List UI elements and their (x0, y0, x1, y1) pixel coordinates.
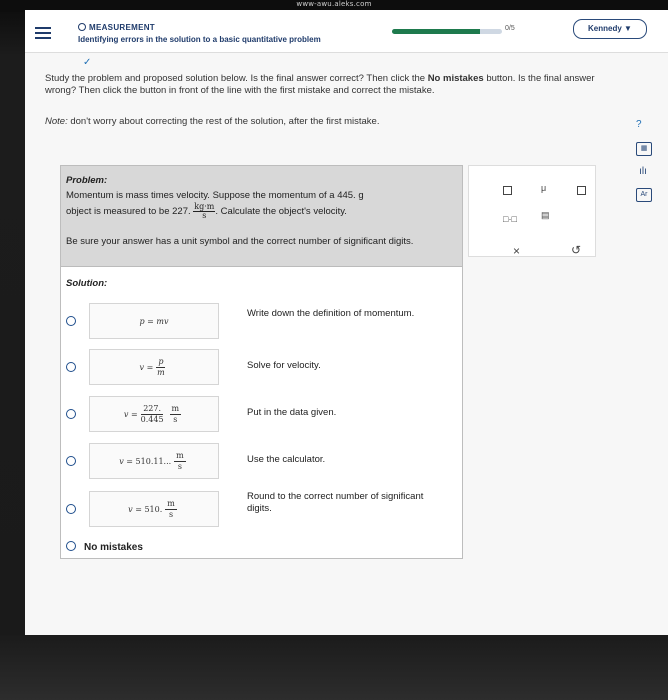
periodic-table-icon[interactable]: Ar (636, 188, 652, 202)
math-token: = (126, 456, 133, 466)
side-toolbar (636, 142, 660, 212)
math-token: = (146, 362, 154, 372)
step-4-explanation: Use the calculator. (247, 454, 326, 465)
math-token: = (147, 316, 154, 326)
math-token: m (167, 498, 175, 508)
solution-step-2 (61, 349, 462, 389)
step-5-math (89, 491, 219, 527)
math-token: = (135, 504, 142, 514)
problem-text-2: object is measured to be 227. (66, 206, 191, 218)
page-title: Identifying errors in the solution to a basic quantitative problem (78, 35, 321, 44)
problem-text (66, 188, 446, 220)
math-token: v (128, 504, 133, 514)
no-mistakes-label: No mistakes (84, 542, 143, 553)
math-token: v (139, 362, 145, 372)
step-5-explanation: Round to the correct number of significant digits. (247, 491, 424, 514)
unit-denominator: s (202, 211, 207, 220)
math-tools-palette (468, 165, 596, 257)
math-token: p (158, 356, 164, 366)
note (45, 116, 380, 127)
note-text: don't worry about correcting the rest of the solution, after the first mistake. (70, 116, 380, 127)
math-fraction (156, 357, 165, 378)
instructions-text-2: button. Is the final answer wrong? Then click the button in front of the line with the first mistake and correct the mistake. (45, 73, 595, 96)
math-token: v (119, 456, 124, 466)
url-label[interactable]: www-awu.aleks.com (296, 0, 372, 8)
multiply-dot-tool-icon[interactable]: □·□ (503, 214, 517, 224)
help-icon[interactable]: ? (636, 119, 642, 130)
step-3-explanation: Put in the data given. (247, 407, 337, 418)
math-token: p (139, 316, 145, 326)
step-2-explanation: Solve for velocity. (247, 360, 321, 371)
step-1-explanation: Write down the definition of momentum. (247, 308, 415, 319)
superscript-tool-icon[interactable] (503, 186, 512, 195)
math-token: 510.11... (135, 456, 172, 466)
calculator-icon[interactable]: ▦ (636, 142, 652, 156)
step-2-math (89, 349, 219, 385)
step-1-math (89, 303, 219, 339)
math-token: m (176, 450, 184, 460)
math-token: s (173, 414, 178, 424)
instructions (45, 73, 605, 97)
problem-text-4: Be sure your answer has a unit symbol and the correct number of significant digits. (66, 236, 414, 247)
math-token: s (169, 509, 174, 519)
problem-text-1: Momentum is mass times velocity. Suppose the momentum of a 445. g (66, 190, 364, 201)
no-mistakes-radio[interactable] (66, 541, 76, 551)
unit-fraction (193, 203, 215, 220)
problem-panel (60, 165, 463, 559)
solution-label: Solution: (66, 278, 108, 289)
problem-box (61, 166, 462, 267)
collapse-chevron-icon[interactable]: ✓ (83, 57, 92, 68)
clear-tool-icon[interactable]: × (513, 244, 521, 258)
step-2-radio[interactable] (66, 362, 76, 372)
progress-bar (392, 29, 502, 34)
unit-numerator: kg·m (194, 202, 215, 211)
mu-tool-icon[interactable]: μ (541, 183, 547, 193)
aleks-page (25, 10, 668, 635)
solution-step-4 (61, 443, 462, 483)
topic-text: MEASUREMENT (89, 23, 155, 32)
no-mistakes-option[interactable] (66, 540, 143, 553)
solution-step-5 (61, 491, 462, 531)
dot-glyph: · (508, 214, 512, 224)
math-token: m (171, 403, 180, 413)
step-5-radio[interactable] (66, 504, 76, 514)
math-token: v (123, 409, 129, 419)
math-fraction (141, 404, 164, 425)
topic-circle-icon (78, 23, 86, 31)
math-token: 227. (143, 403, 161, 413)
math-unit-fraction (174, 451, 186, 472)
math-unit-fraction (170, 404, 182, 425)
topic-label (78, 23, 155, 32)
menu-icon[interactable] (35, 24, 51, 38)
math-token: s (177, 461, 183, 471)
solution-step-3 (61, 396, 462, 436)
math-token: m (157, 367, 165, 377)
step-3-math (89, 396, 219, 432)
step-4-radio[interactable] (66, 456, 76, 466)
math-token: 510. (144, 504, 163, 514)
note-label: Note: (45, 116, 68, 127)
problem-text-3: . Calculate the object's velocity. (215, 206, 347, 218)
step-4-math (89, 443, 219, 479)
top-bar (25, 10, 668, 53)
undo-tool-icon[interactable]: ↺ (571, 243, 582, 257)
user-name: Kennedy (588, 24, 622, 33)
power-tool-icon[interactable] (577, 186, 586, 195)
math-unit-fraction (165, 499, 177, 520)
chart-icon[interactable]: ılı (639, 166, 647, 177)
user-menu-button[interactable] (573, 19, 647, 39)
step-1-radio[interactable] (66, 316, 76, 326)
chevron-down-icon: ▼ (624, 24, 632, 33)
math-token: = (130, 409, 138, 419)
solution-step-1 (61, 303, 462, 343)
fraction-tool-icon[interactable]: ▤ (541, 210, 550, 220)
progress-fill (392, 29, 480, 34)
progress-label: 0/5 (505, 25, 515, 32)
math-token: 0.445 (140, 414, 164, 424)
instructions-bold: No mistakes (427, 73, 484, 84)
math-token: mv (156, 316, 169, 326)
problem-title: Problem: (66, 175, 108, 186)
step-3-radio[interactable] (66, 409, 76, 419)
instructions-text-1: Study the problem and proposed solution below. Is the final answer correct? Then click the (45, 73, 426, 84)
bottom-bezel (0, 635, 668, 700)
